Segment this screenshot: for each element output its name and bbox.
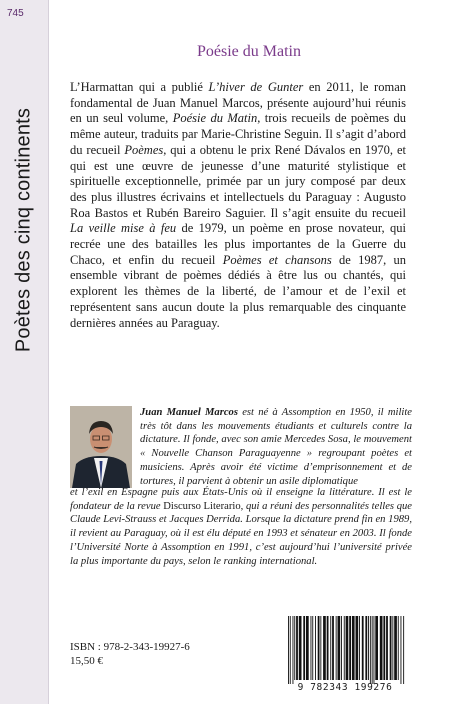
barcode-bar — [374, 616, 375, 684]
author-photo — [70, 406, 132, 488]
barcode-bar — [336, 616, 337, 680]
synopsis-book-title: Poèmes — [124, 142, 164, 157]
synopsis-run: de 1987, un ensemble vibrant de poèmes dédiés à être lus ou chantés, qui explorent les thèmes de la liberté, de l’amour et de l’exil et représentent sans aucun doute la plus remarquable des cinquante dernières années au Paraguay. — [70, 252, 406, 330]
synopsis-book-title: La veille mise à feu — [70, 221, 177, 236]
barcode-bar — [306, 616, 309, 680]
barcode-bar — [403, 616, 404, 684]
barcode-bar — [318, 616, 320, 680]
barcode-bar — [401, 616, 402, 684]
barcode-bar — [320, 616, 321, 680]
barcode-bar — [341, 616, 342, 680]
synopsis-text — [70, 80, 406, 331]
barcode-bar — [288, 616, 289, 684]
price: 15,50 € — [70, 655, 103, 667]
barcode-bar — [362, 616, 364, 680]
barcode-bar — [332, 616, 334, 680]
synopsis-book-title: L’hiver de Gunter — [208, 80, 304, 94]
barcode-bar — [359, 616, 360, 680]
barcode-bar — [327, 616, 329, 680]
barcode-bar — [290, 616, 291, 684]
synopsis-run: , trois recueils de poèmes du même auteur, traduits par Marie-Christine Seguin. Il s’agit d’abord du recueil — [70, 111, 406, 157]
synopsis-run: L’Harmattan qui a publié — [70, 80, 209, 94]
barcode-bar — [394, 616, 397, 680]
book-title: Poésie du Matin — [197, 43, 301, 60]
synopsis-book-title: Poèmes et chansons — [222, 252, 332, 267]
synopsis-book-title: Poésie du Matin — [172, 111, 258, 126]
barcode-bar — [330, 616, 331, 680]
author-bio-intro-text: est né à Assomption en 1950, il milite très tôt dans les mouvements étudiants et culturels contre la dictature. Il fonde, avec son amie Mercedes Sosa, le mouvement « Nouvelle Chanson Paraguayenne » regroupant poètes et musiciens. Après avoir été victime d’emprisonnement et de tortures, il parvient à obtenir un asile diplomatique — [140, 407, 412, 487]
barcode-digits: 9 782343 199276 — [297, 682, 393, 693]
barcode-bar — [303, 616, 305, 680]
author-bio-end-text: , qui a réuni des personnalités telles que Claude Levi-Strauss et Jacques Derrida. Lorsque la dictature prend fin en 1989, il revient au Paraguay, où il est élu député en 1993 et sénateur en 2003. Il fonde l’Université Norte à Assomption en 1991, c’est aujourd’hui l’université privée la plus importante du pays, selon le ranking international. — [70, 500, 412, 567]
barcode-bar — [352, 616, 355, 680]
barcode-bar — [338, 616, 341, 680]
synopsis-run: de 1979, un poème en prose novateur, qui recrée une des batailles les plus importantes de la Guerre du Chaco, et enfin du recueil — [70, 221, 406, 267]
barcode-bar — [392, 616, 393, 680]
barcode-bar — [344, 616, 345, 680]
barcode-bar — [386, 616, 388, 680]
barcode-bar — [390, 616, 392, 680]
synopsis-run: , qui a obtenu le prix René Dávalos en 1970, et qui est une œuvre de jeunesse d’une maturité stylistique et spirituelle exceptionnelle, primée par un jury composé par deux des plus illustres écrivains et intellectuels du Paraguay : Augusto Roa Bastos et Rubén Bareiro Saguier. Il s’agit ensuite du recueil — [70, 142, 406, 220]
barcode-bar — [368, 616, 369, 680]
journal-name: Discurso Literario — [163, 500, 241, 512]
barcode-bar — [398, 616, 399, 680]
barcode-bar — [356, 616, 359, 680]
barcode-bar — [349, 616, 351, 680]
barcode-bar — [375, 616, 378, 680]
barcode-bar — [293, 616, 294, 684]
barcode-bar — [311, 616, 312, 680]
barcode-bar — [323, 616, 326, 680]
barcode-bar — [372, 616, 373, 684]
spine-band — [0, 0, 49, 704]
barcode-bar — [346, 616, 349, 680]
isbn: ISBN : 978-2-343-19927-6 — [70, 641, 190, 653]
barcode-bar — [383, 616, 385, 680]
series-title: Poètes des cinq continents — [12, 107, 35, 353]
author-bio-intro — [140, 406, 412, 488]
barcode-bar — [312, 616, 313, 680]
barcode-bar — [370, 616, 371, 684]
author-bio-rest-text: et l’exil en Espagne puis aux États-Unis où il enseigne la littérature. Il est le fondateur de la revue — [70, 487, 412, 512]
barcode-bar — [380, 616, 383, 680]
barcode-bar — [299, 616, 302, 680]
author-name: Juan Manuel Marcos — [140, 407, 238, 418]
author-bio-rest — [70, 486, 412, 568]
barcode-bar — [315, 616, 316, 680]
barcode-bar — [365, 616, 367, 680]
synopsis-run: en 2011, le roman fondamental de Juan Manuel Marcos, présente aujourd’hui réunis en un seul volume, — [70, 80, 406, 126]
series-number: 745 — [7, 8, 24, 19]
barcode-bar — [296, 616, 298, 680]
barcode-bar — [294, 616, 295, 680]
